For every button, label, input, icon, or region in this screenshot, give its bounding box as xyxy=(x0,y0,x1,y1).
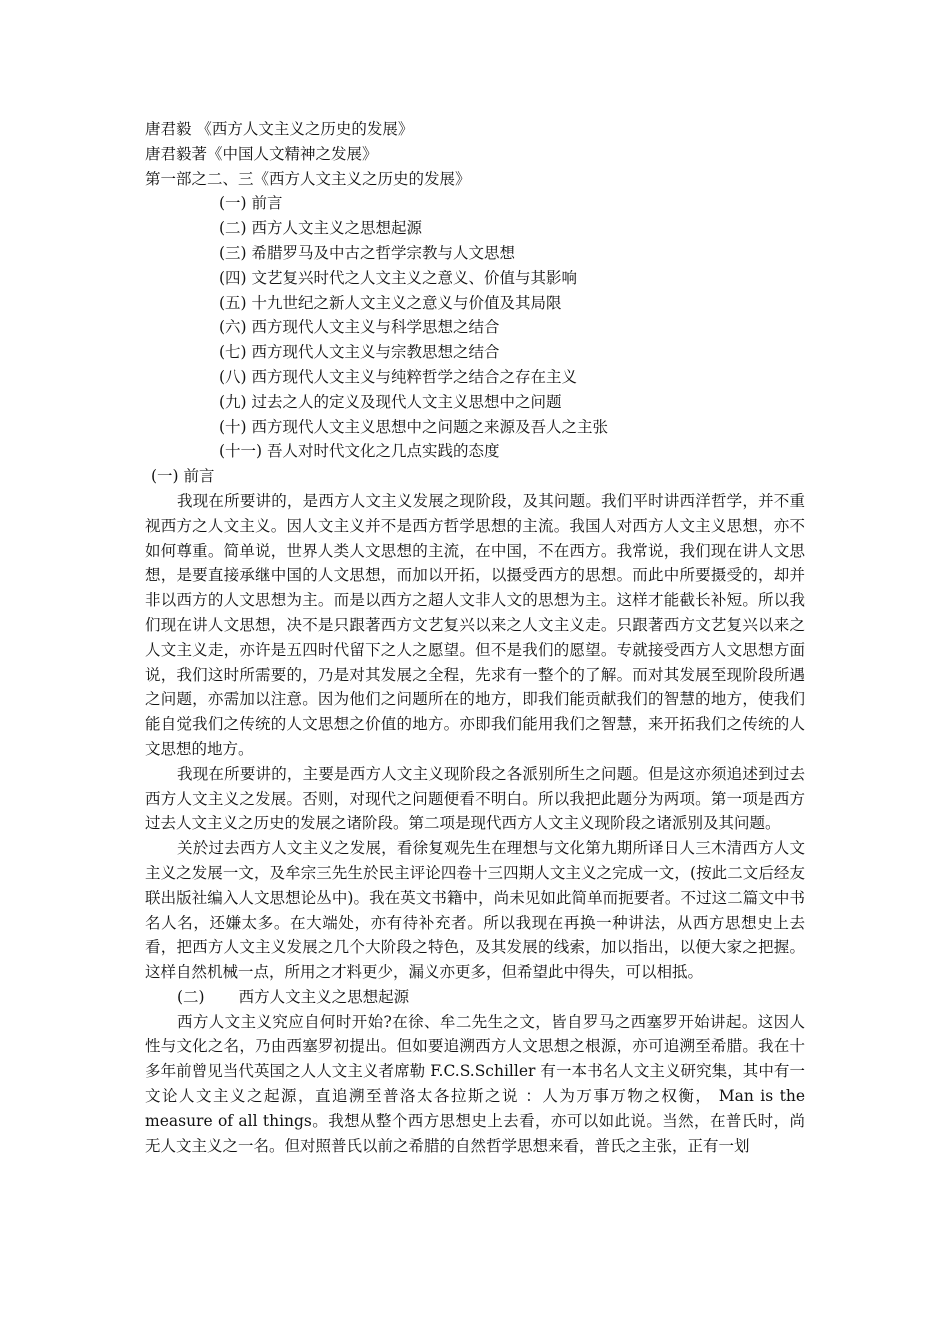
toc-item: (三) 希腊罗马及中古之哲学宗教与人文思想 xyxy=(219,243,516,262)
toc-item: (十一) 吾人对时代文化之几点实践的态度 xyxy=(219,442,500,461)
header-line-3: 第一部之二、三《西方人文主义之历史的发展》 xyxy=(145,169,471,188)
section-1-paragraph: 我现在所要讲的，主要是西方人文主义现阶段之各派别所生之问题。但是这亦须追述到过去西方人文主义之发展。否则，对现代之问题便看不明白。所以我把此题分为两项。第一项是西方过去人文主义之历史的发展之诸阶段。第二项是现代西方人文主义现阶段之诸派别及其问题。 xyxy=(145,764,805,833)
section-1-paragraph: 我现在所要讲的，是西方人文主义发展之现阶段，及其问题。我们平时讲西洋哲学，并不重视西方之人文主义。因人文主义并不是西方哲学思想的主流。我国人对西方人文主义思想，亦不如何尊重。简单说，世界人类人文思想的主流，在中国，不在西方。我常说，我们现在讲人文思想，是要直接承继中国的人文思想，而加以开拓，以摄受西方的思想。而此中所要摄受的，却并非以西方的人文思想为主。而是以西方之超人文非人文的思想为主。这样才能截长补短。所以我们现在讲人文思想，决不是只跟著西方文艺复兴以来之人文主义走。只跟著西方文艺复兴以来之人文主义走，亦许是五四时代留下之人之愿望。但不是我们的愿望。专就接受西方人文思想方面说，我们这时所需要的，乃是对其发展之全程，先求有一整个的了解。而对其发展至现阶段所遇之问题，亦需加以注意。因为他们之问题所在的地方，即我们能贡献我们的智慧的地方，使我们能自觉我们之传统的人文思想之价值的地方。亦即我们能用我们之智慧，来开拓我们之传统的人文思想的地方。 xyxy=(145,491,805,758)
toc-item: (二) 西方人文主义之思想起源 xyxy=(219,219,423,238)
section-2-title xyxy=(177,985,805,1010)
header-line-1: 唐君毅 《西方人文主义之历史的发展》 xyxy=(145,120,414,138)
toc-item: (八) 西方现代人文主义与纯粹哲学之结合之存在主义 xyxy=(219,367,578,386)
section-2-number: (二) xyxy=(177,987,205,1006)
toc-item: (一) 前言 xyxy=(219,194,283,213)
section-2-name: 西方人文主义之思想起源 xyxy=(238,987,410,1006)
toc-item: (十) 西方现代人文主义思想中之问题之来源及吾人之主张 xyxy=(219,417,609,436)
toc-item: (六) 西方现代人文主义与科学思想之结合 xyxy=(219,318,500,337)
header-line-2: 唐君毅著《中国人文精神之发展》 xyxy=(145,144,378,163)
toc-item: (七) 西方现代人文主义与宗教思想之结合 xyxy=(219,343,500,362)
section-2-paragraph: 西方人文主义究应自何时开始?在徐、牟二先生之文，皆自罗马之西塞罗开始讲起。这因人性与文化之名，乃由西塞罗初提出。但如要追溯西方人文思想之根源，亦可追溯至希腊。我在十多年前曾见当代英国之人人文主义者席勒 F.C.S.Schiller 有一本书名人文主义研究集，其中有一文论人文主义之起源，直追溯至普洛太各拉斯之说 ：人为万事万物之权衡， Man is the measure of all things。我想从整个西方思想史上去看，亦可以如此说。当然，在普氏时，尚无人文主义之一名。但对照普氏以前之希腊的自然哲学思想来看，普氏之主张，正有一划 xyxy=(145,1012,805,1155)
section-1-paragraph: 关於过去西方人文主义之发展，看徐复观先生在理想与文化第九期所译日人三木清西方人文主义之发展一文，及牟宗三先生於民主评论四卷十三四期人文主义之完成一文，(按此二文后经友联出版社编入人文思想论丛中)。我在英文书籍中，尚未见如此简单而扼要者。不过这二篇文中书名人名，还嫌太多。在大端处，亦有待补充者。所以我现在再换一种讲法，从西方思想史上去看，把西方人文主义发展之几个大阶段之特色，及其发展的线索，加以指出，以便大家之把握。这样自然机械一点，所用之才料更少，漏义亦更多，但希望此中得失，可以相抵。 xyxy=(145,839,805,982)
section-1-title: (一) 前言 xyxy=(151,467,215,486)
document-page xyxy=(145,117,805,1158)
table-of-contents xyxy=(145,191,805,464)
toc-item: (五) 十九世纪之新人文主义之意义与价值及其局限 xyxy=(219,293,562,312)
toc-item: (四) 文艺复兴时代之人文主义之意义、价值与其影响 xyxy=(219,268,578,287)
toc-item: (九) 过去之人的定义及现代人文主义思想中之问题 xyxy=(219,392,562,411)
